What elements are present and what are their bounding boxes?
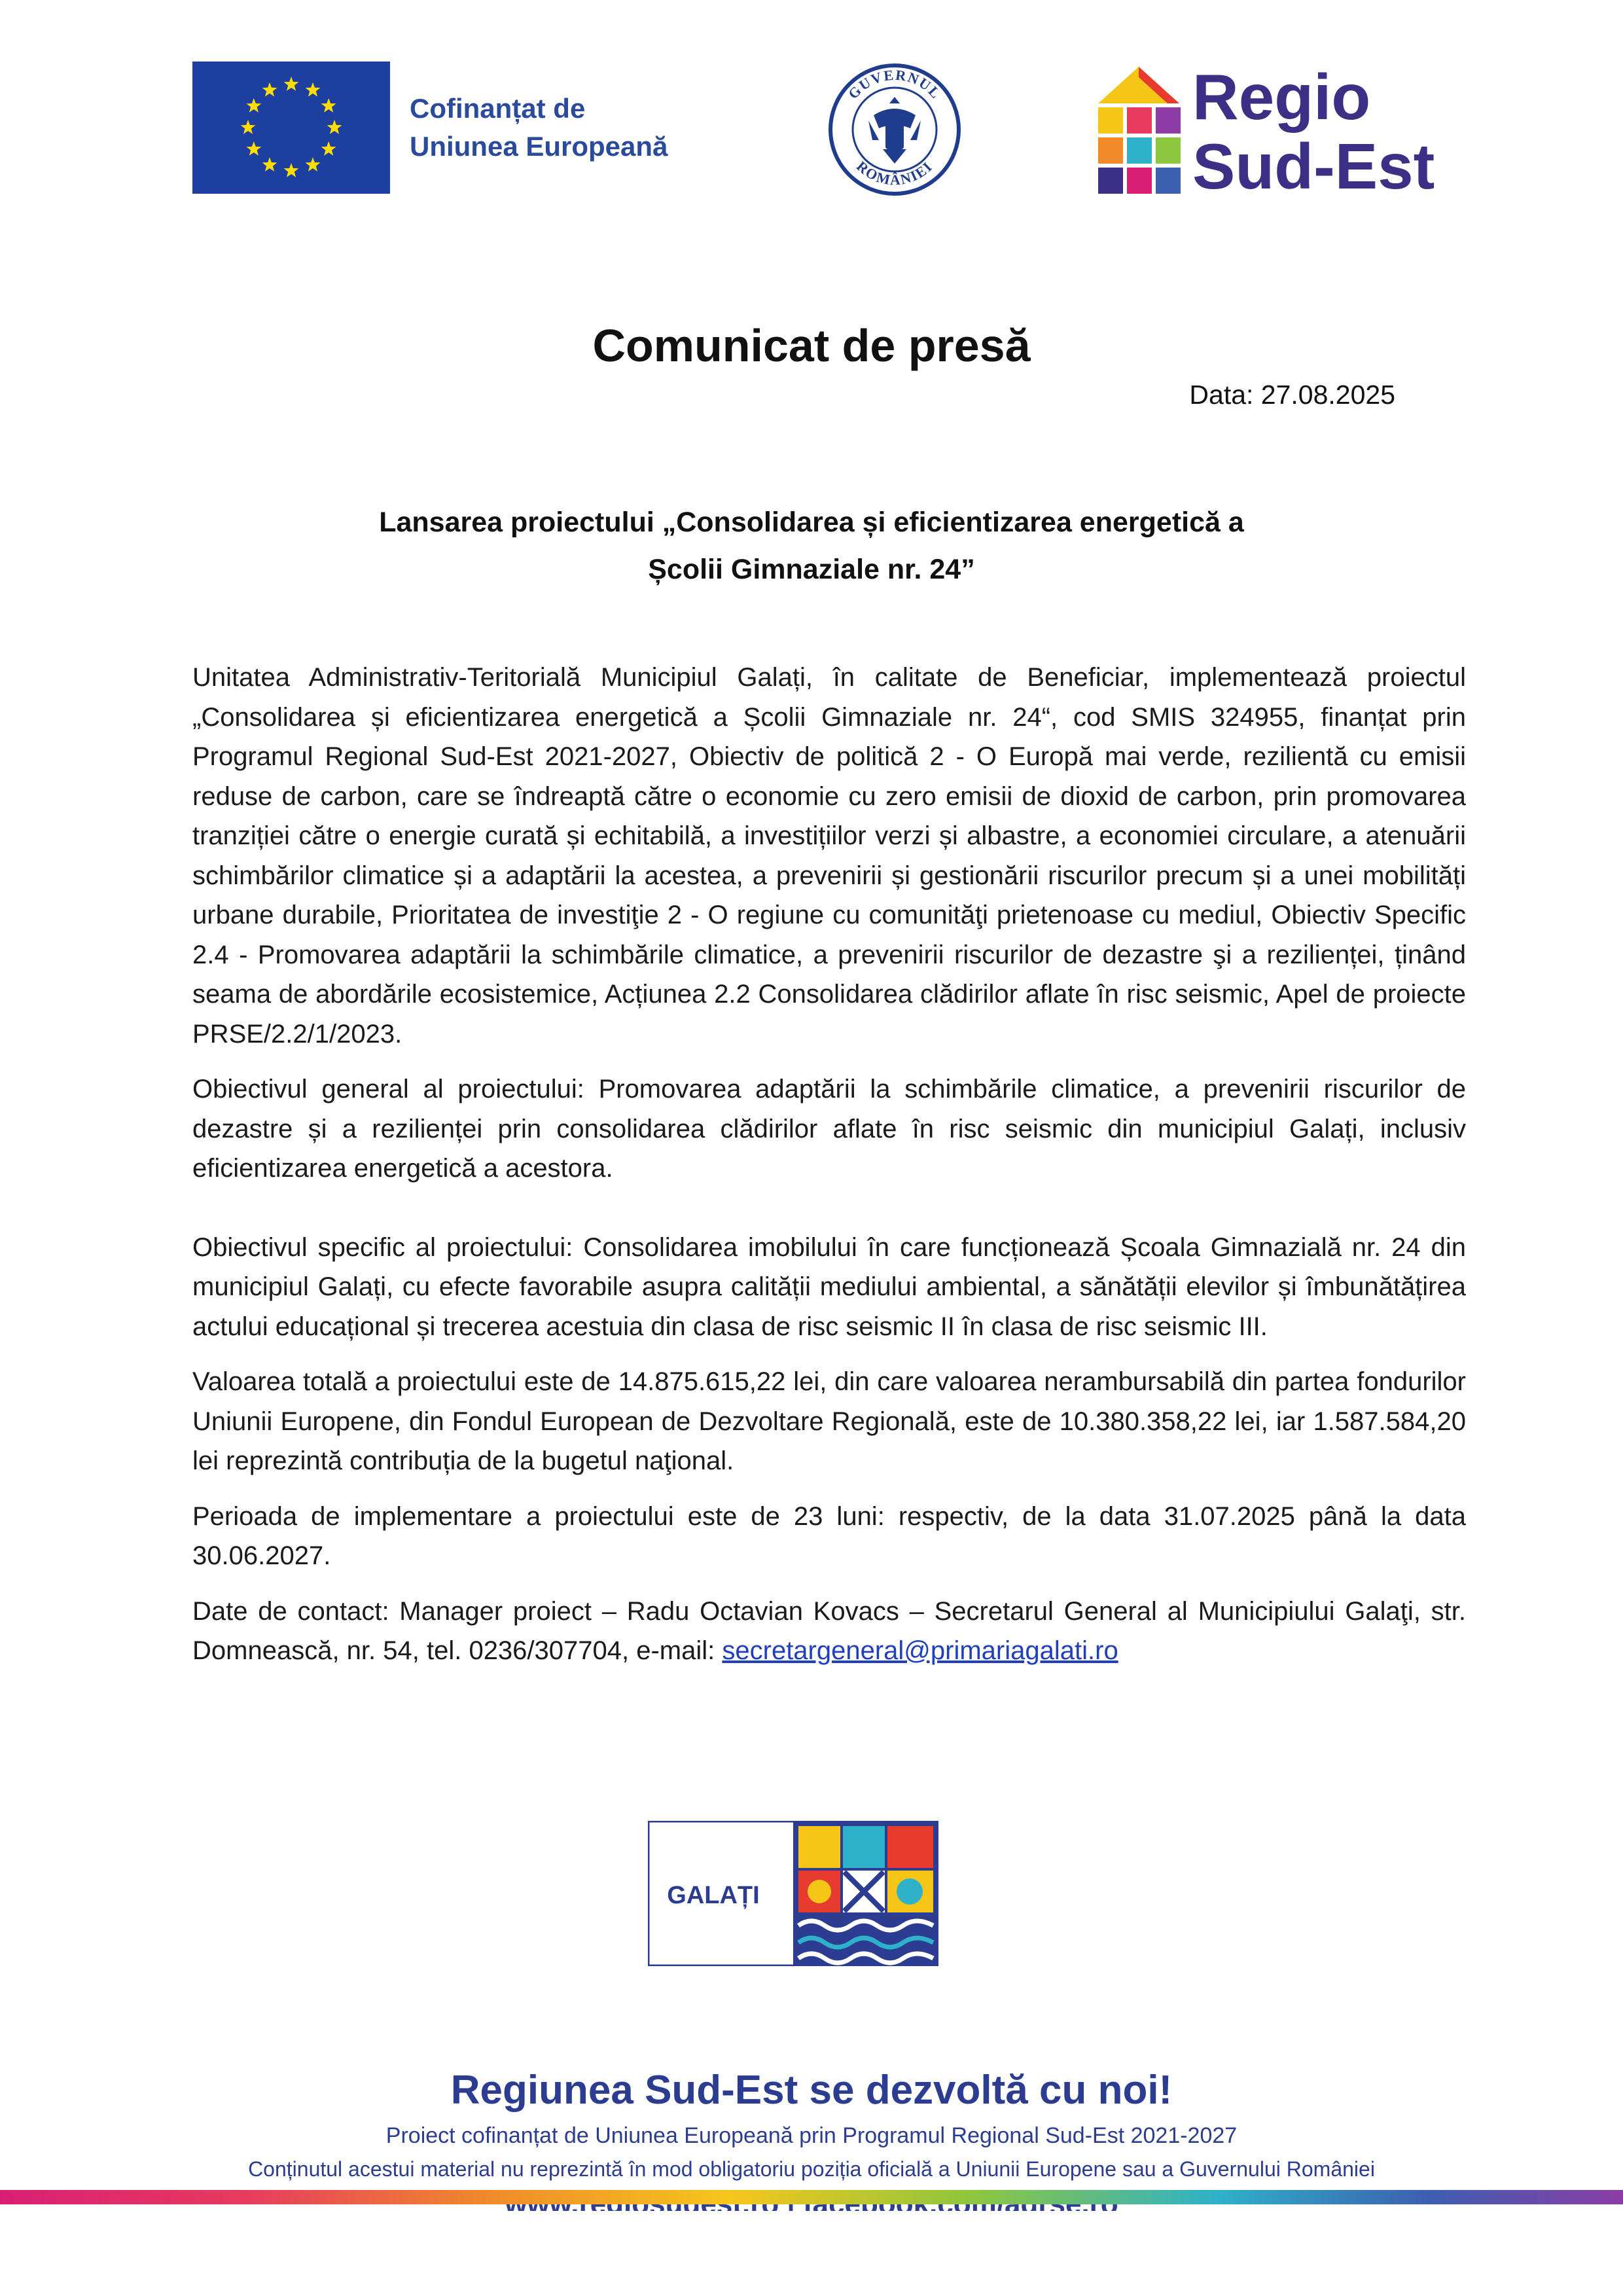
paragraph-contact xyxy=(192,1592,1466,1671)
eu-caption xyxy=(410,90,668,166)
paragraph-total-value: Valoarea totală a proiectului este de 14.875.615,22 lei, din care valoarea nerambursabilă din partea fondurilor Uniunii Europene, din Fondul European de Dezvoltare Regională, este de 10.380.358,22 lei, iar 1.587.584,20 lei reprezintă contribuția de la bugetul naţional. xyxy=(192,1367,1466,1475)
galati-label: GALAȚI xyxy=(667,1882,760,1909)
paragraph-intro: Unitatea Administrativ-Teritorială Municipiul Galați, în calitate de Beneficiar, implementează proiectul „Consolidarea și eficientizarea energetică a Școlii Gimnaziale nr. 24“, cod SMIS 324955, finanțat prin Programul Regional Sud-Est 2021-2027, Obiectiv de politică 2 - O Europă mai verde, rezilientă cu emisii reduse de carbon, care se îndreaptă către o economie cu zero emisii de dioxid de carbon, prin promovarea tranziției către o energie curată și echitabilă, a investițiilor verzi și albastre, a economiei circulare, a atenuării schimbărilor climatice și a adaptării la acestea, a prevenirii și gestionării riscurilor precum și a unei mobilități urbane durabile, Prioritatea de investiţie 2 - O regiune cu comunităţi prietenoase cu mediul, Obiectiv Specific 2.4 - Promovarea adaptării la schimbările climatice, a prevenirii riscurilor de dezastre şi a rezilienței, ținând seama de abordările ecosistemice, Acțiunea 2.2 Consolidarea clădirilor aflate în risc seismic, Apel de proiecte PRSE/2.2/1/2023. xyxy=(192,663,1466,1049)
gov-seal-top-text: GUVERNUL xyxy=(844,66,945,102)
eu-flag-icon xyxy=(192,62,390,194)
galati-emblem-icon xyxy=(793,1821,938,1966)
document-title: Comunicat de presă xyxy=(592,320,1031,371)
eu-caption-line2: Uniunea Europeană xyxy=(410,131,668,162)
document-body xyxy=(192,658,1466,1671)
footer-disclaimer: Conținutul acestui material nu reprezintă în mod obligatoriu poziția oficială a Uniunii Europene sau a Guvernului României xyxy=(248,2157,1375,2181)
government-seal-logo xyxy=(828,63,961,196)
document-date: Data: 27.08.2025 xyxy=(1189,380,1395,410)
regio-line2: Sud-Est xyxy=(1192,130,1435,196)
eu-cofinancing-logo xyxy=(192,62,668,194)
project-subtitle xyxy=(192,499,1431,593)
galati-city-logo xyxy=(648,1821,938,1966)
footer-color-stripe xyxy=(0,2190,1623,2204)
regio-sud-est-logo xyxy=(1094,58,1435,196)
paragraph-general-objective: Obiectivul general al proiectului: Promovarea adaptării la schimbările climatice, a prevenirii riscurilor de dezastre și a rezilienței prin consolidarea clădirilor aflate în risc seismic din municipiul Galați, inclusiv eficientizarea energetică a acestora. xyxy=(192,1075,1466,1183)
footer-cofinancing-note: Proiect cofinanțat de Uniunea Europeană prin Programul Regional Sud-Est 2021-2027 xyxy=(385,2123,1238,2148)
contact-email-link[interactable]: secretargeneral@primariagalati.ro xyxy=(722,1636,1118,1665)
gov-seal-bottom-text: ROMÂNIEI xyxy=(853,158,936,188)
regio-house-icon xyxy=(1098,67,1181,194)
regio-line1: Regio xyxy=(1192,61,1371,133)
footer-slogan: Regiunea Sud-Est se dezvoltă cu noi! xyxy=(450,2068,1173,2113)
subtitle-line2: Școlii Gimnaziale nr. 24” xyxy=(648,554,975,585)
paragraph-specific-objective: Obiectivul specific al proiectului: Consolidarea imobilului în care funcționează Școala Gimnazială nr. 24 din municipiul Galați, cu efecte favorabile asupra calității mediului ambiental, a sănătății elevilor și îmbunătățirea actului educațional și trecerea acestuia din clasa de risc seismic II în clasa de risc seismic III. xyxy=(192,1232,1466,1341)
subtitle-line1: Lansarea proiectului „Consolidarea și eficientizarea energetică a xyxy=(379,507,1244,538)
paragraph-implementation-period: Perioada de implementare a proiectului este de 23 luni: respectiv, de la data 31.07.2025 până la data 30.06.2027. xyxy=(192,1501,1466,1570)
eu-caption-line1: Cofinanțat de xyxy=(410,93,586,124)
contact-text: Date de contact: Manager proiect – Radu Octavian Kovacs – Secretarul General al Municipiului Galaţi, str. Domnească, nr. 54, tel. 0236/307704, e-mail: xyxy=(192,1596,1466,1665)
